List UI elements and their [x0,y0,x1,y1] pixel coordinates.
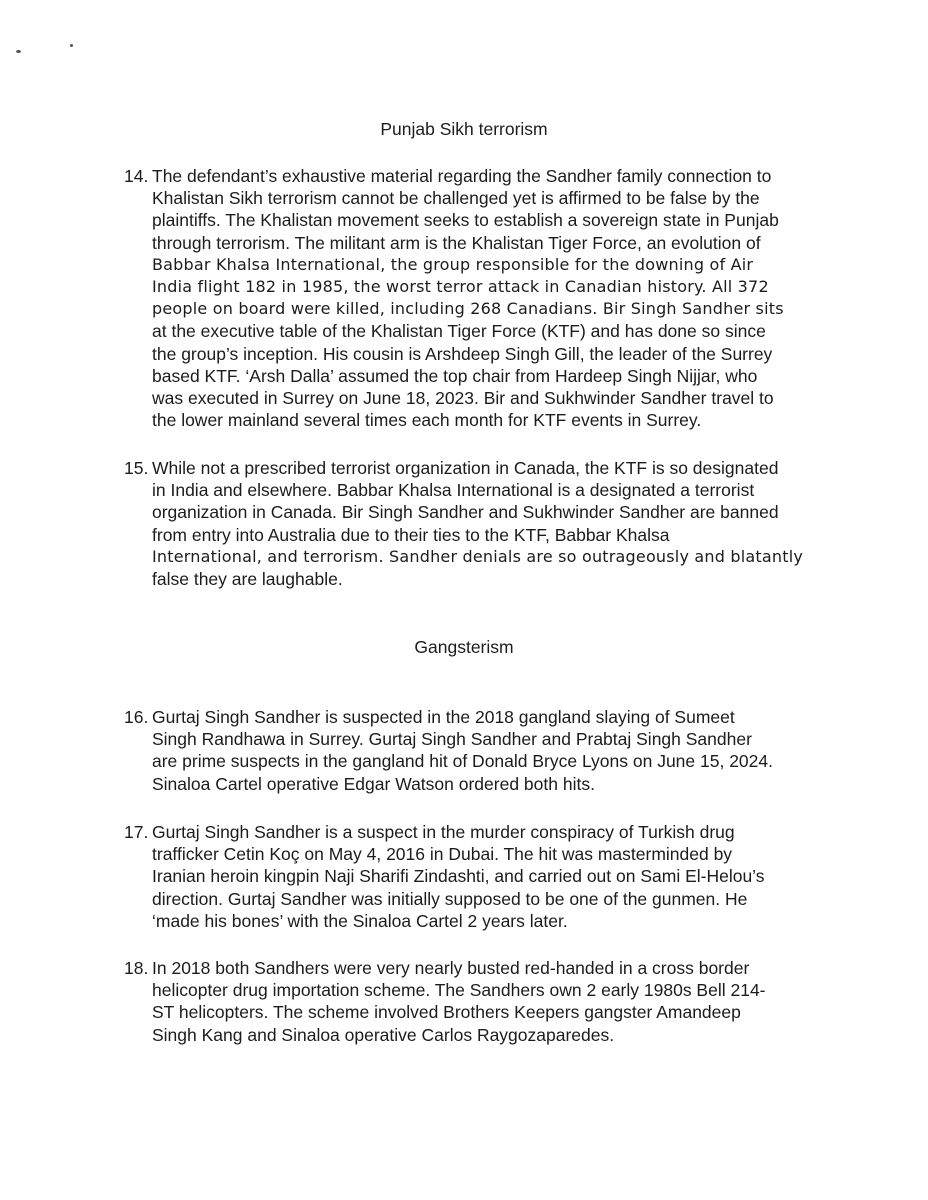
section-heading-gangsterism: Gangsterism [414,637,514,657]
text-line: Gurtaj Singh Sandher is a suspect in the murder conspiracy of Turkish drug [152,822,735,842]
text-line: in India and elsewhere. Babbar Khalsa International is a designated a terrorist [152,480,755,501]
text-line: are prime suspects in the gangland hit of Donald Bryce Lyons on June 15, 2024. [152,751,773,772]
text-line: The defendant’s exhaustive material regarding the Sandher family connection to [152,166,772,186]
paragraph-number: 15. [124,458,149,478]
paragraph-text [152,457,844,590]
text-line: Sinaloa Cartel operative Edgar Watson ordered both hits. [152,773,595,794]
text-line: Gurtaj Singh Sandher is suspected in the 2018 gangland slaying of Sumeet [152,707,735,727]
scan-speck [16,50,21,53]
text-line: Singh Randhawa in Surrey. Gurtaj Singh Sandher and Prabtaj Singh Sandher [152,729,752,750]
text-line: from entry into Australia due to their ties to the KTF, Babbar Khalsa [152,524,670,545]
paragraph-number: 16. [124,707,149,727]
paragraph-text [152,706,844,795]
text-line: through terrorism. The militant arm is the Khalistan Tiger Force, an evolution of [152,232,761,253]
text-line: false they are laughable. [152,569,343,590]
text-line: In 2018 both Sandhers were very nearly busted red-handed in a cross border [152,958,750,978]
text-line: While not a prescribed terrorist organization in Canada, the KTF is so designated [152,458,779,478]
paragraph-15 [124,457,844,590]
text-line: people on board were killed, including 268 Canadians. Bir Singh Sandher sits [152,299,784,319]
scan-speck [70,44,73,47]
text-line: trafficker Cetin Koç on May 4, 2016 in Dubai. The hit was masterminded by [152,844,733,865]
paragraph-16 [124,706,844,795]
paragraph-text [152,165,844,431]
text-line: International, and terrorism. Sandher denials are so outrageously and blatantly [152,546,804,566]
text-line: Iranian heroin kingpin Naji Sharifi Zindashti, and carried out on Sami El-Helou’s [152,866,765,887]
paragraph-18 [124,957,844,1046]
text-line: plaintiffs. The Khalistan movement seeks to establish a sovereign state in Punjab [152,210,779,231]
text-line: was executed in Surrey on June 18, 2023. Bir and Sukhwinder Sandher travel to [152,388,774,409]
text-line: Khalistan Sikh terrorism cannot be challenged yet is affirmed to be false by the [152,188,760,209]
text-line: direction. Gurtaj Sandher was initially supposed to be one of the gunmen. He [152,888,748,909]
paragraph-number: 18. [124,958,149,978]
text-line: helicopter drug importation scheme. The Sandhers own 2 early 1980s Bell 214- [152,980,766,1001]
paragraph-text [152,957,844,1046]
section-heading-punjab: Punjab Sikh terrorism [380,119,548,139]
text-line: the lower mainland several times each month for KTF events in Surrey. [152,410,702,431]
text-line: at the executive table of the Khalistan Tiger Force (KTF) and has done so since [152,321,766,342]
text-line: India flight 182 in 1985, the worst terror attack in Canadian history. All 372 [152,277,769,297]
paragraph-number: 17. [124,822,149,842]
text-line: based KTF. ‘Arsh Dalla’ assumed the top chair from Hardeep Singh Nijjar, who [152,365,758,386]
paragraph-text [152,821,844,932]
text-line: the group’s inception. His cousin is Arshdeep Singh Gill, the leader of the Surrey [152,343,773,364]
paragraph-14 [124,165,844,431]
text-line: ST helicopters. The scheme involved Brothers Keepers gangster Amandeep [152,1002,741,1023]
paragraph-number: 14. [124,166,149,186]
text-line: organization in Canada. Bir Singh Sandher and Sukhwinder Sandher are banned [152,502,779,523]
text-line: ‘made his bones’ with the Sinaloa Cartel 2 years later. [152,910,568,931]
text-line: Babbar Khalsa International, the group responsible for the downing of Air [152,254,754,274]
paragraph-17 [124,821,844,932]
text-line: Singh Kang and Sinaloa operative Carlos Raygozaparedes. [152,1024,615,1045]
